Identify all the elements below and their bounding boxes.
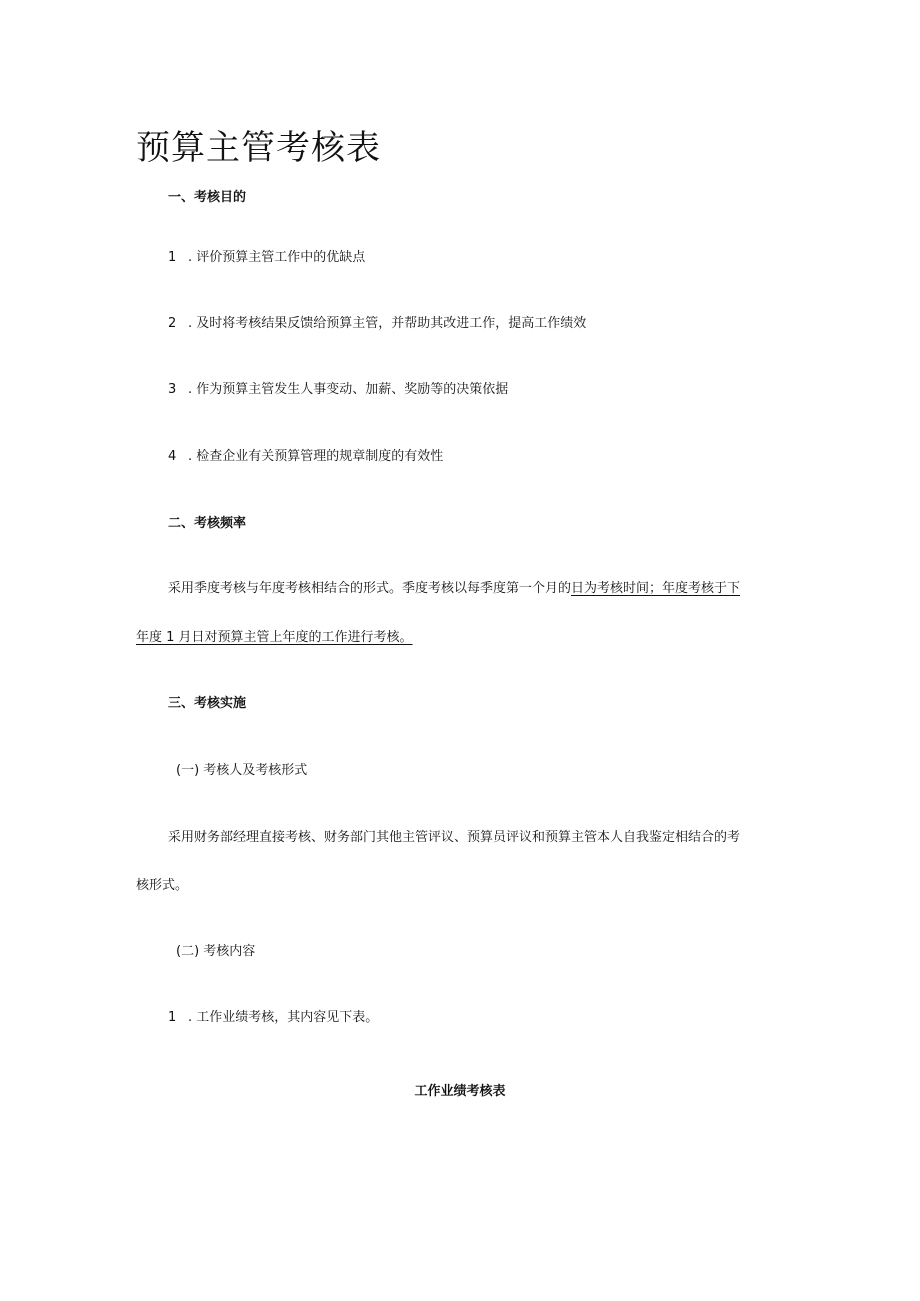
item-text: . 作为预算主管发生人事变动、加薪、奖励等的决策依据 [188, 382, 509, 397]
purpose-item-4 [168, 445, 443, 464]
assessors-paragraph-line-1: 采用财务部经理直接考核、财务部门其他主管评议、预算员评议和预算主管本人自我鉴定相结合的考 [168, 830, 741, 845]
subsection-heading-assessors: (一) 考核人及考核形式 [176, 763, 308, 778]
purpose-item-3 [168, 378, 508, 397]
frequency-paragraph-line-2 [136, 626, 413, 645]
table-caption: 工作业绩考核表 [414, 1084, 506, 1099]
frequency-text-underlined: 年度 1 月日对预算主管上年度的工作进行考核。 [136, 630, 413, 645]
item-number: 4 [168, 449, 177, 464]
section-heading-frequency: 二、考核频率 [168, 516, 247, 531]
assessors-paragraph-line-2: 核形式。 [136, 878, 189, 893]
item-text: . 工作业绩考核，其内容见下表。 [188, 1010, 379, 1025]
purpose-item-1 [168, 246, 365, 265]
item-number: 1 [168, 1010, 177, 1025]
item-text: . 检查企业有关预算管理的规章制度的有效性 [188, 449, 444, 464]
item-text: . 评价预算主管工作中的优缺点 [188, 250, 366, 265]
document-title: 预算主管考核表 [136, 128, 381, 168]
item-number: 3 [168, 382, 177, 397]
item-number: 1 [168, 250, 177, 265]
frequency-paragraph-line-1 [168, 577, 740, 596]
item-number: 2 [168, 316, 177, 331]
frequency-text: 采用季度考核与年度考核相结合的形式。季度考核以每季度第一个月的 [168, 581, 572, 596]
section-heading-implementation: 三、考核实施 [168, 696, 247, 711]
subsection-heading-content: (二) 考核内容 [176, 944, 256, 959]
section-heading-purpose: 一、考核目的 [168, 190, 247, 205]
frequency-text-underlined: 日为考核时间；年度考核于下 [571, 581, 741, 596]
purpose-item-2 [168, 312, 586, 331]
content-item-1 [168, 1006, 378, 1025]
item-text: . 及时将考核结果反馈给预算主管，并帮助其改进工作，提高工作绩效 [188, 316, 587, 331]
